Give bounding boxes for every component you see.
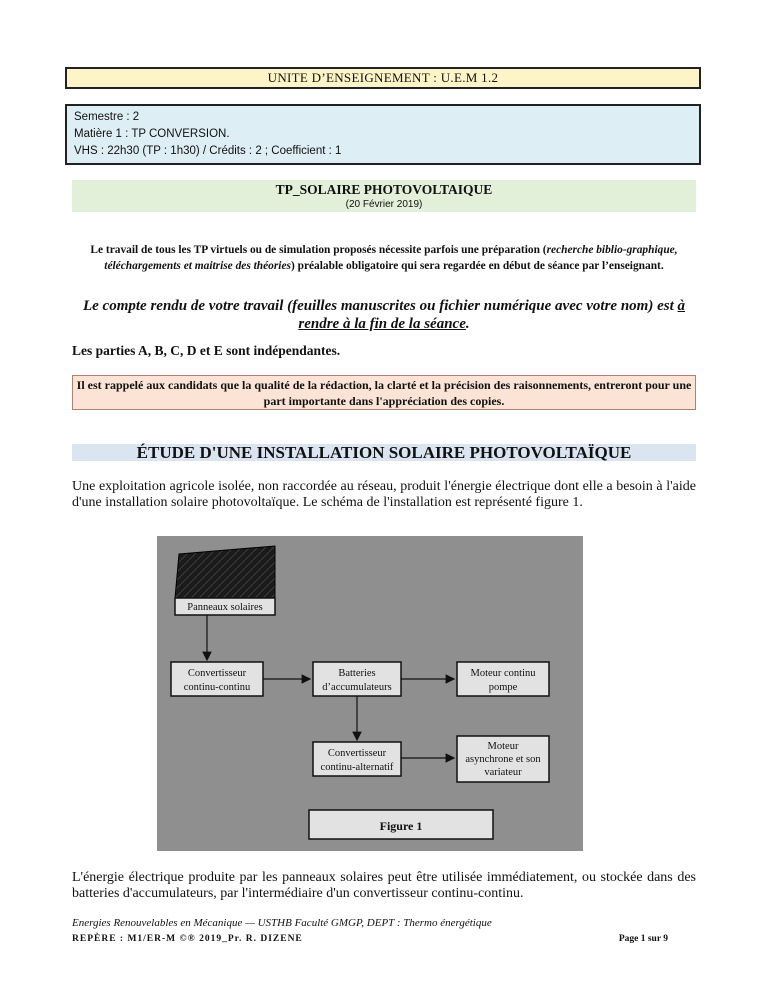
label-moteur-cc-1: Moteur continu [470,668,536,679]
installation-diagram [157,536,583,851]
footer-repere: REPÈRE : M1/ER-M ©® 2019_Pr. R. DIZENE [72,934,303,944]
subject-line: Matière 1 : TP CONVERSION. [74,128,230,140]
label-conv-cc-2: continu-continu [183,682,251,693]
label-moteur-as-1: Moteur [487,741,519,752]
report-instructions [72,297,696,333]
reminder-box: Il est rappelé aux candidats que la qualité de la rédaction, la clarté et la précision des raisonnements, entreront pour une part importante dans l'appréciation des copies. [72,375,696,410]
label-conv-cc-1: Convertisseur [187,668,247,679]
label-conv-ca-1: Convertisseur [327,748,387,759]
report-deadline: à rendre à la fin de la séance [298,298,686,332]
report-text: Le compte rendu de votre travail (feuilles manuscrites ou fichier numérique avec votre nom) est [82,298,678,314]
tp-title-bar [72,180,696,212]
semester-line: Semestre : 2 [74,111,140,123]
tp-title: TP_SOLAIRE PHOTOVOLTAIQUE [275,182,493,197]
paragraph-energy: L'énergie électrique produite par les panneaux solaires peut être utilisée immédiatement, ou stockée dans des batteries d'accumulateurs, par l'intermédiaire d'un convertisseur continu-continu. [72,870,696,901]
figure-caption: Figure 1 [379,819,423,833]
label-panneaux: Panneaux solaires [187,602,263,613]
intro-text-start: Le travail de tous les TP virtuels ou de simulation proposés nécessite parfois une préparation ( [90,244,547,256]
paragraph-installation: Une exploitation agricole isolée, non raccordée au réseau, produit l'énergie électrique dont elle a besoin à l'aide d'une installation solaire photovoltaïque. Le schéma de l'installation est représenté figure 1. [72,479,696,510]
label-batt-1: Batteries [338,668,376,679]
course-info-box [65,104,701,165]
figure-1 [157,536,583,851]
tp-date: (20 Février 2019) [345,199,423,210]
label-moteur-cc-2: pompe [488,682,518,693]
section-title: ÉTUDE D'UNE INSTALLATION SOLAIRE PHOTOVOLTAÏQUE [72,444,696,461]
intro-notice [72,242,696,274]
page-number: Page 1 sur 9 [618,934,668,944]
solar-panel-image [175,546,275,598]
hours-credits-line: VHS : 22h30 (TP : 1h30) / Crédits : 2 ; Coefficient : 1 [74,145,342,157]
label-batt-2: d’accumulateurs [322,682,392,693]
footer-course: Energies Renouvelables en Mécanique — USTHB Faculté GMGP, DEPT : Thermo énergétique [72,917,492,929]
parts-independent-note: Les parties A, B, C, D et E sont indépendantes. [72,343,341,358]
intro-text-italic: recherche biblio-graphique, téléchargements et maitrise des théories [104,244,678,272]
unit-header: UNITE D’ENSEIGNEMENT : U.E.M 1.2 [65,67,701,89]
label-moteur-as-2: asynchrone et son [465,754,541,765]
label-moteur-as-3: variateur [484,767,522,778]
footer-reference [72,934,696,944]
label-conv-ca-2: continu-alternatif [320,762,394,773]
intro-text-end: ) préalable obligatoire qui sera regardée en début de séance par l’enseignant. [290,260,664,272]
report-end: . [465,316,470,332]
